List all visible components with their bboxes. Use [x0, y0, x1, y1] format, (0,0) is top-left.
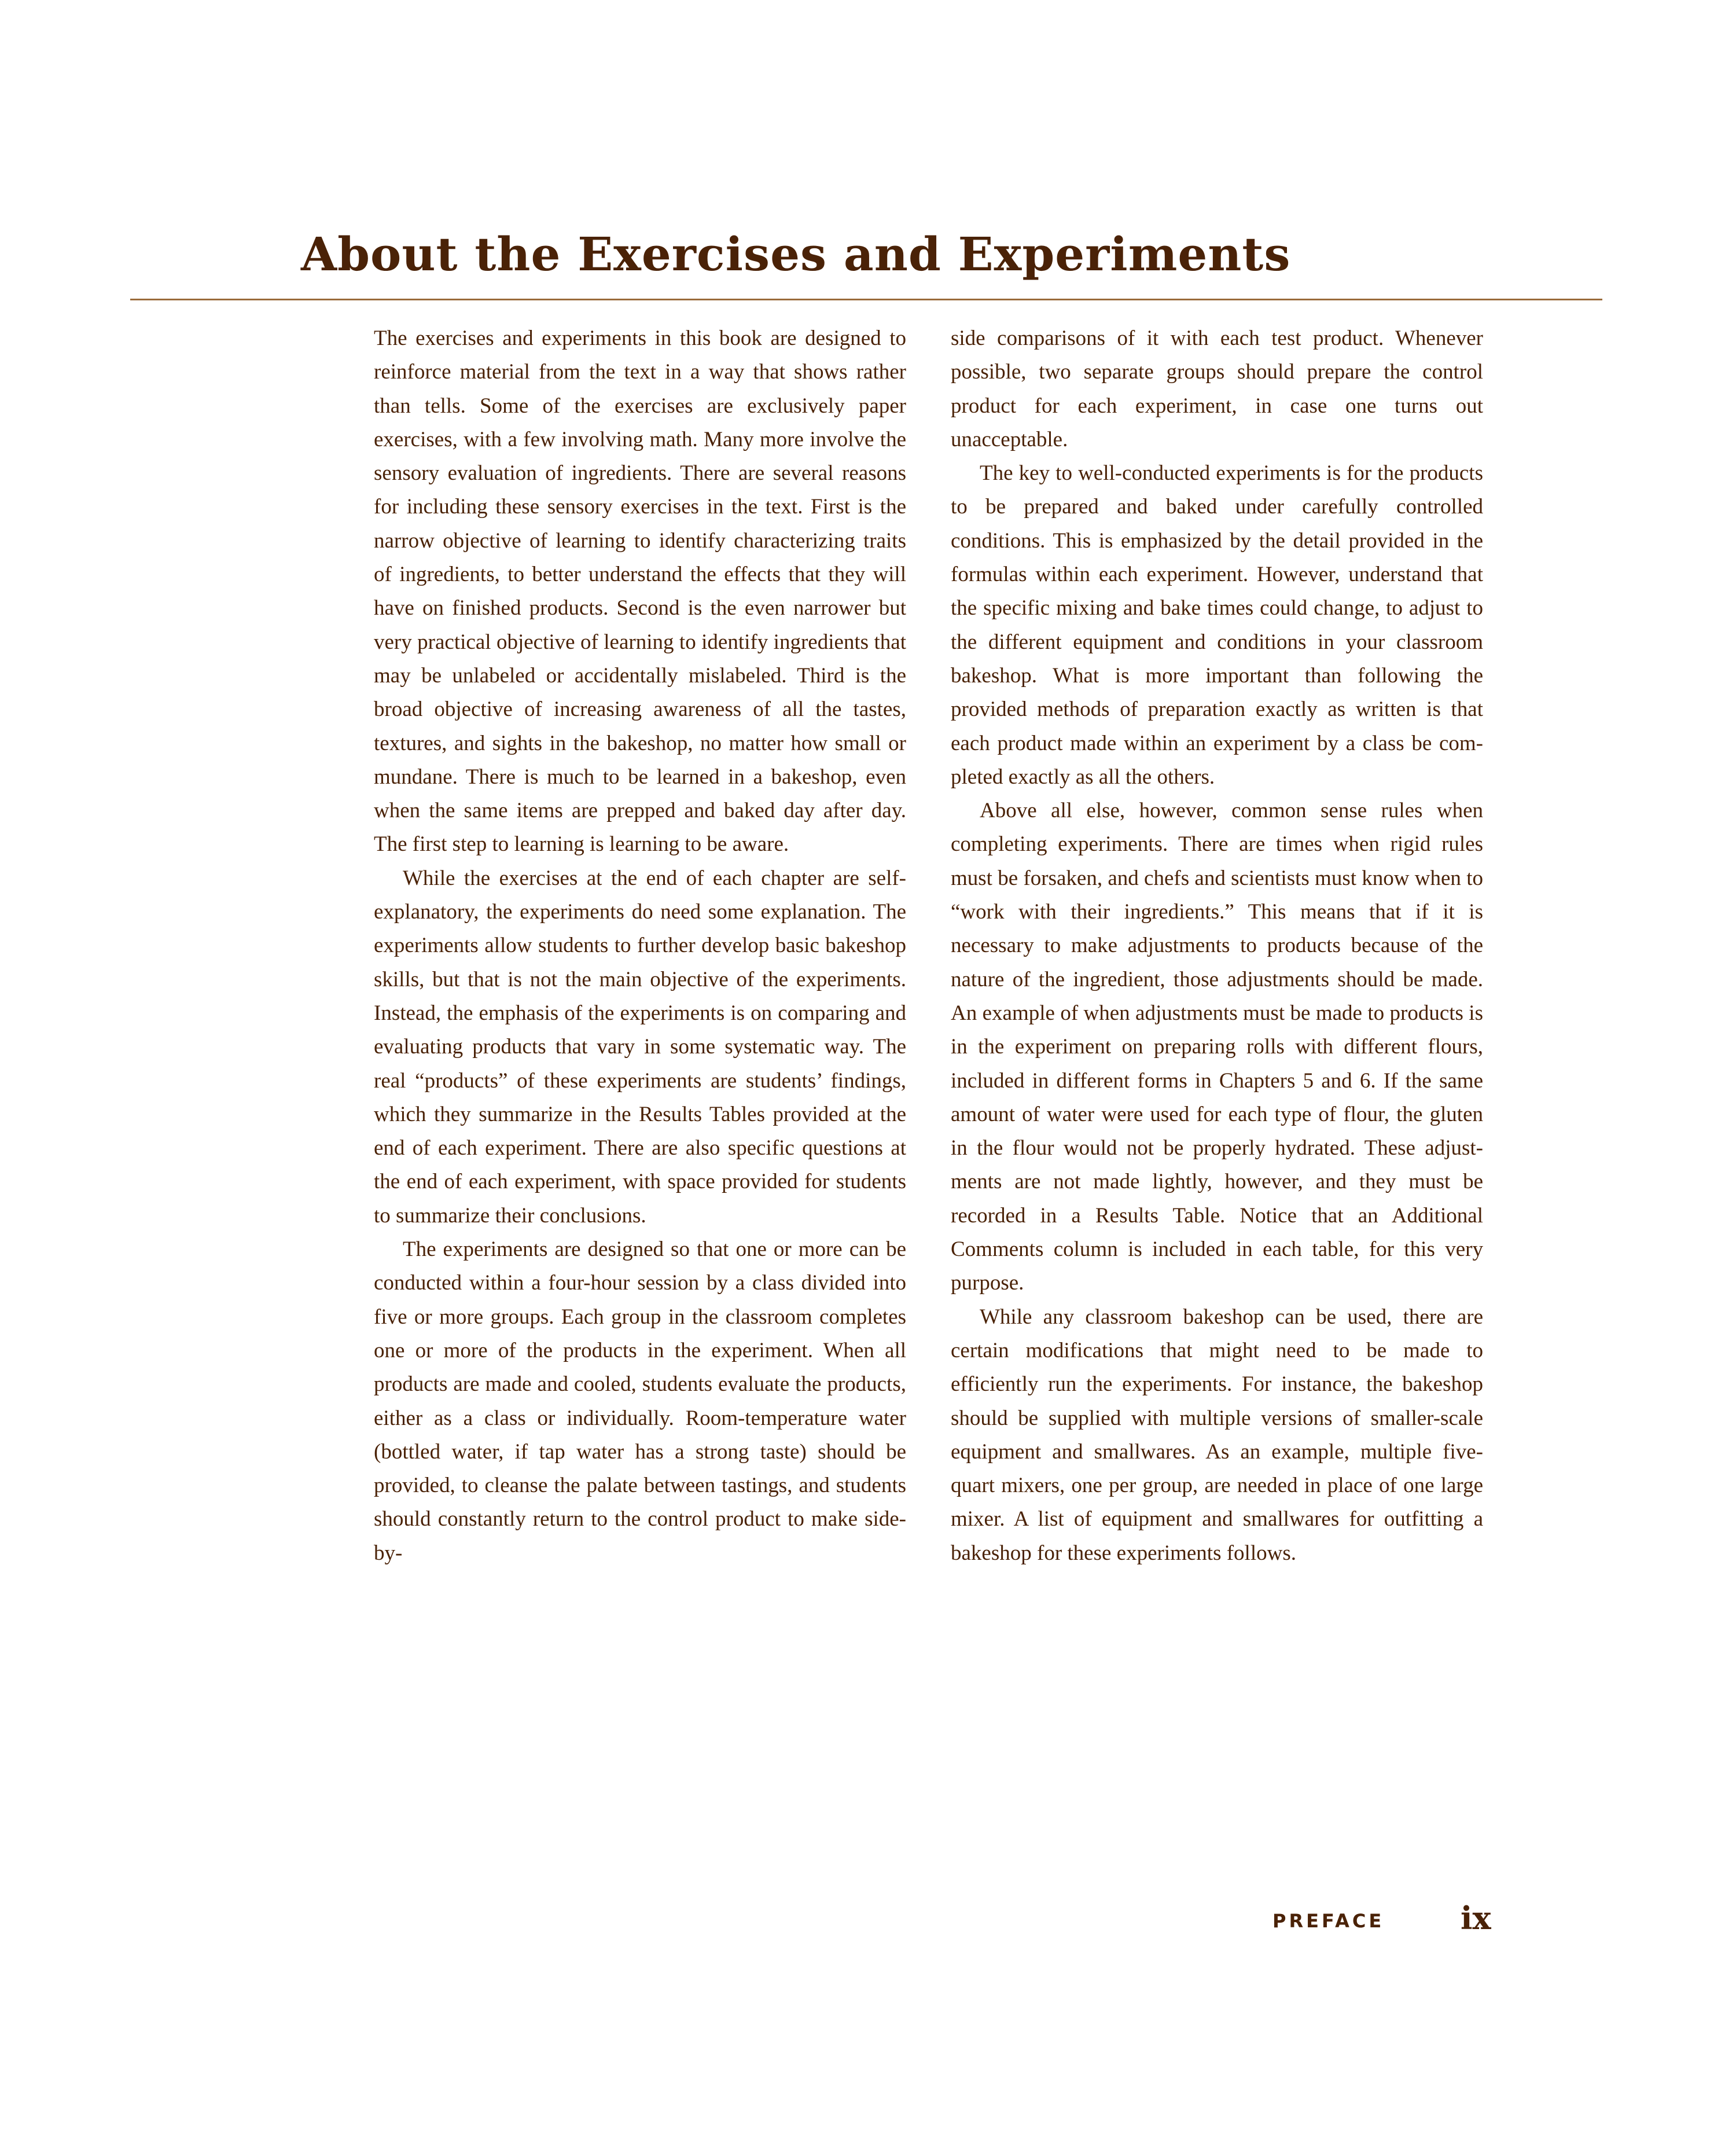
paragraph: The experiments are designed so that one or more can be conducted within a four-hour session by a class divided into five or more groups. Each group in the classroom completes one or more of the products in the experiment. When all products are made and cooled, students evaluate the products, either as a class or individually. Room-temperature water (bottled water, if tap water has a strong taste) should be provided, to cleanse the palate between tastings, and students should constantly return to the control product to make side-by- [374, 1237, 906, 1565]
paragraph: The key to well-conducted experiments is for the products to be prepared and baked under carefully controlled conditions. This is emphasized by the detail provided in the formulas within each experiment. However, understand that the specific mixing and bake times could change, to adjust to the different equipment and conditions in your classroom bakeshop. What is more important than following the provided methods of preparation exactly as written is that each product made within an experiment by a class be completed exactly as all the others. [951, 461, 1483, 789]
paragraph-continued: side comparisons of it with each test product. Whenever possible, two separate groups should prepare the control product for each experiment, in case one turns out unacceptable. [951, 326, 1483, 451]
text-column-right [951, 322, 1483, 1570]
paragraph: While any classroom bakeshop can be used, there are certain modifications that might need to be made to efficiently run the experiments. For instance, the bakeshop should be supplied with multiple versions of smaller-scale equipment and smallwares. As an example, multiple five-quart mixers, one per group, are needed in place of one large mixer. A list of equipment and smallwares for outfitting a bakeshop for these experiments follows. [951, 1305, 1483, 1565]
paragraph: While the exercises at the end of each chapter are self-explanatory, the experiments do need some explanation. The experiments allow students to further develop basic bakeshop skills, but that is not the main objective of the experiments. Instead, the emphasis of the experiments is on comparing and evaluating products that vary in some systematic way. The real “products” of these experiments are students’ findings, which they summarize in the Results Tables provided at the end of each experiment. There are also specific questions at the end of each experiment, with space provided for students to summarize their conclusions. [374, 866, 906, 1228]
paragraph: Above all else, however, common sense rules when completing experiments. There are times when rigid rules must be forsaken, and chefs and scientists must know when to “work with their ingredients.” This means that if it is necessary to make adjustments to products because of the nature of the ingredient, those adjustments should be made. An example of when adjustments must be made to products is in the experiment on preparing rolls with different flours, included in different forms in Chapters 5 and 6. If the same amount of water were used for each type of flour, the gluten in the flour would not be properly hydrated. These adjustments are not made lightly, however, and they must be recorded in a Results Table. Notice that an Additional Comments column is included in each table, for this very purpose. [951, 799, 1483, 1295]
paragraph: The exercises and experiments in this book are designed to reinforce material from the text in a way that shows rather than tells. Some of the exercises are exclusively paper exercises, with a few involving math. Many more involve the sensory evaluation of ingredients. There are several reasons for including these sensory exercises in the text. First is the narrow objective of learning to identify characterizing traits of ingredients, to better understand the effects that they will have on finished products. Second is the even narrower but very practical objective of learning to identify ingredients that may be unlabeled or accidentally mislabeled. Third is the broad objective of increasing awareness of all the tastes, textures, and sights in the bakeshop, no matter how small or mundane. There is much to be learned in a bakeshop, even when the same items are prepped and baked day after day. The first step to learning is learning to be aware. [374, 326, 906, 857]
section-label: PREFACE [1272, 1910, 1385, 1932]
title-divider [130, 299, 1602, 300]
page-number: ix [1461, 1900, 1491, 1937]
text-column-left [374, 322, 906, 1570]
page-title: About the Exercises and Experiments [301, 227, 1291, 281]
